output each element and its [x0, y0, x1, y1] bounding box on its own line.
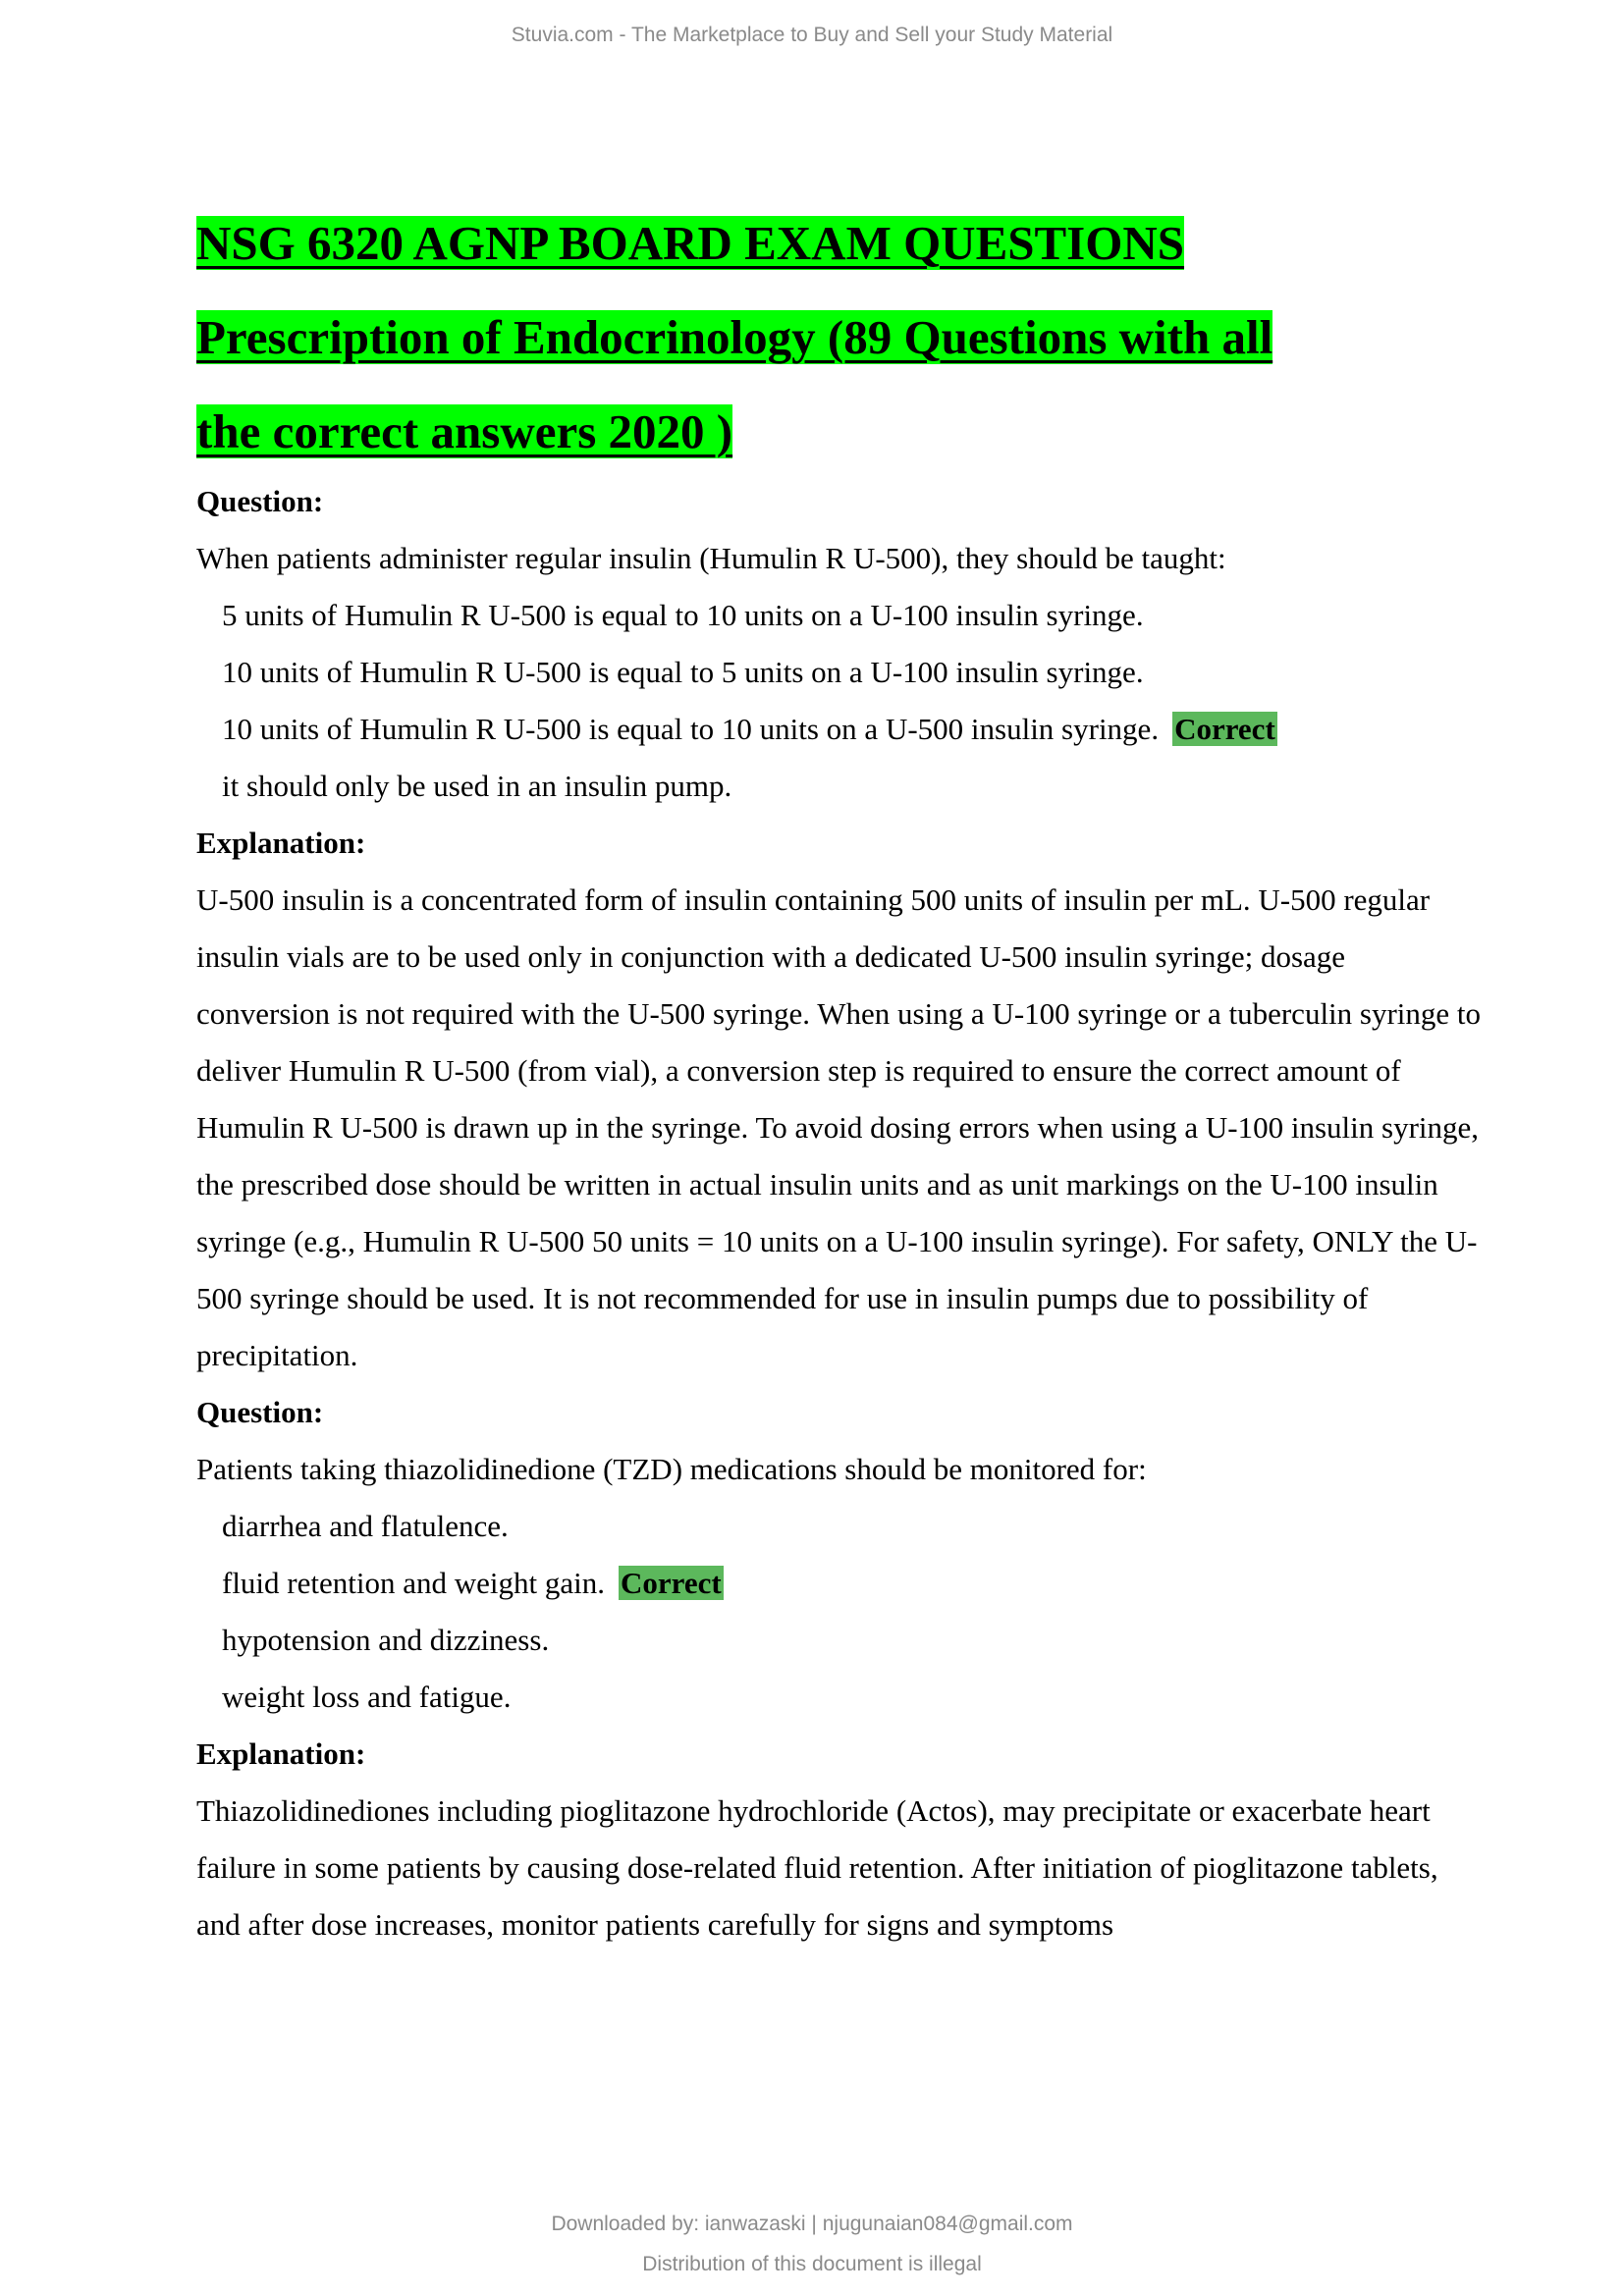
- explanation-text: Thiazolidinediones including pioglitazone hydrochloride (Actos), may precipitate or exacerbate heart failure in some patients by causing dose-related fluid retention. After initiation of pioglitazone tablets, and after dose increases, monitor patients carefully for signs and symptoms: [196, 1793, 1438, 1942]
- document-body: [196, 473, 1483, 1953]
- question-block-1: [196, 473, 1483, 1384]
- answer-option: [196, 644, 1483, 701]
- document-title: [196, 196, 1473, 479]
- answer-option-text: fluid retention and weight gain.: [222, 1566, 605, 1600]
- question-block-2: [196, 1384, 1483, 1953]
- distribution-notice-footer: Distribution of this document is illegal: [642, 2253, 982, 2275]
- answer-option-text: 5 units of Humulin R U-500 is equal to 10 units on a U-100 insulin syringe.: [222, 598, 1144, 632]
- title-line-1: NSG 6320 AGNP BOARD EXAM QUESTIONS: [196, 216, 1185, 270]
- correct-badge: Correct: [620, 1566, 722, 1600]
- question-text: When patients administer regular insulin (Humulin R U-500), they should be taught:: [196, 541, 1226, 575]
- answer-option-correct: [196, 701, 1483, 758]
- answer-option-text: it should only be used in an insulin pump.: [222, 769, 732, 803]
- answer-option: [196, 587, 1483, 644]
- answer-option: [196, 758, 1483, 815]
- correct-badge: Correct: [1174, 712, 1275, 746]
- answer-option: [196, 1498, 1483, 1555]
- question-label: Question:: [196, 484, 324, 518]
- downloaded-by-footer: Downloaded by: ianwazaski | njugunaian084@gmail.com: [551, 2213, 1073, 2235]
- answer-option-text: 10 units of Humulin R U-500 is equal to 10 units on a U-500 insulin syringe.: [222, 712, 1160, 746]
- stuvia-banner: Stuvia.com - The Marketplace to Buy and Sell your Study Material: [511, 24, 1113, 46]
- title-line-2: Prescription of Endocrinology (89 Questions with all: [196, 310, 1273, 364]
- explanation-text: U-500 insulin is a concentrated form of insulin containing 500 units of insulin per mL. U-500 regular insulin vials are to be used only in conjunction with a dedicated U-500 insulin syringe; dosage conversion is not required with the U-500 syringe. When using a U-100 syringe or a tuberculin syringe to deliver Humulin R U-500 (from vial), a conversion step is required to ensure the correct amount of Humulin R U-500 is drawn up in the syringe. To avoid dosing errors when using a U-100 insulin syringe, the prescribed dose should be written in actual insulin units and as unit markings on the U-100 insulin syringe (e.g., Humulin R U-500 50 units = 10 units on a U-100 insulin syringe). For safety, ONLY the U-500 syringe should be used. It is not recommended for use in insulin pumps due to possibility of precipitation.: [196, 882, 1482, 1372]
- answer-option-correct: [196, 1555, 1483, 1612]
- question-label: Question:: [196, 1395, 324, 1429]
- explanation-label: Explanation:: [196, 1736, 366, 1771]
- title-line-3: the correct answers 2020 ): [196, 404, 733, 458]
- answer-option-text: weight loss and fatigue.: [222, 1680, 512, 1714]
- answer-option-text: diarrhea and flatulence.: [222, 1509, 509, 1543]
- answer-option: [196, 1612, 1483, 1669]
- question-text: Patients taking thiazolidinedione (TZD) medications should be monitored for:: [196, 1452, 1147, 1486]
- explanation-label: Explanation:: [196, 826, 366, 860]
- answer-option: [196, 1669, 1483, 1726]
- answer-option-text: 10 units of Humulin R U-500 is equal to 5 units on a U-100 insulin syringe.: [222, 655, 1144, 689]
- answer-option-text: hypotension and dizziness.: [222, 1623, 550, 1657]
